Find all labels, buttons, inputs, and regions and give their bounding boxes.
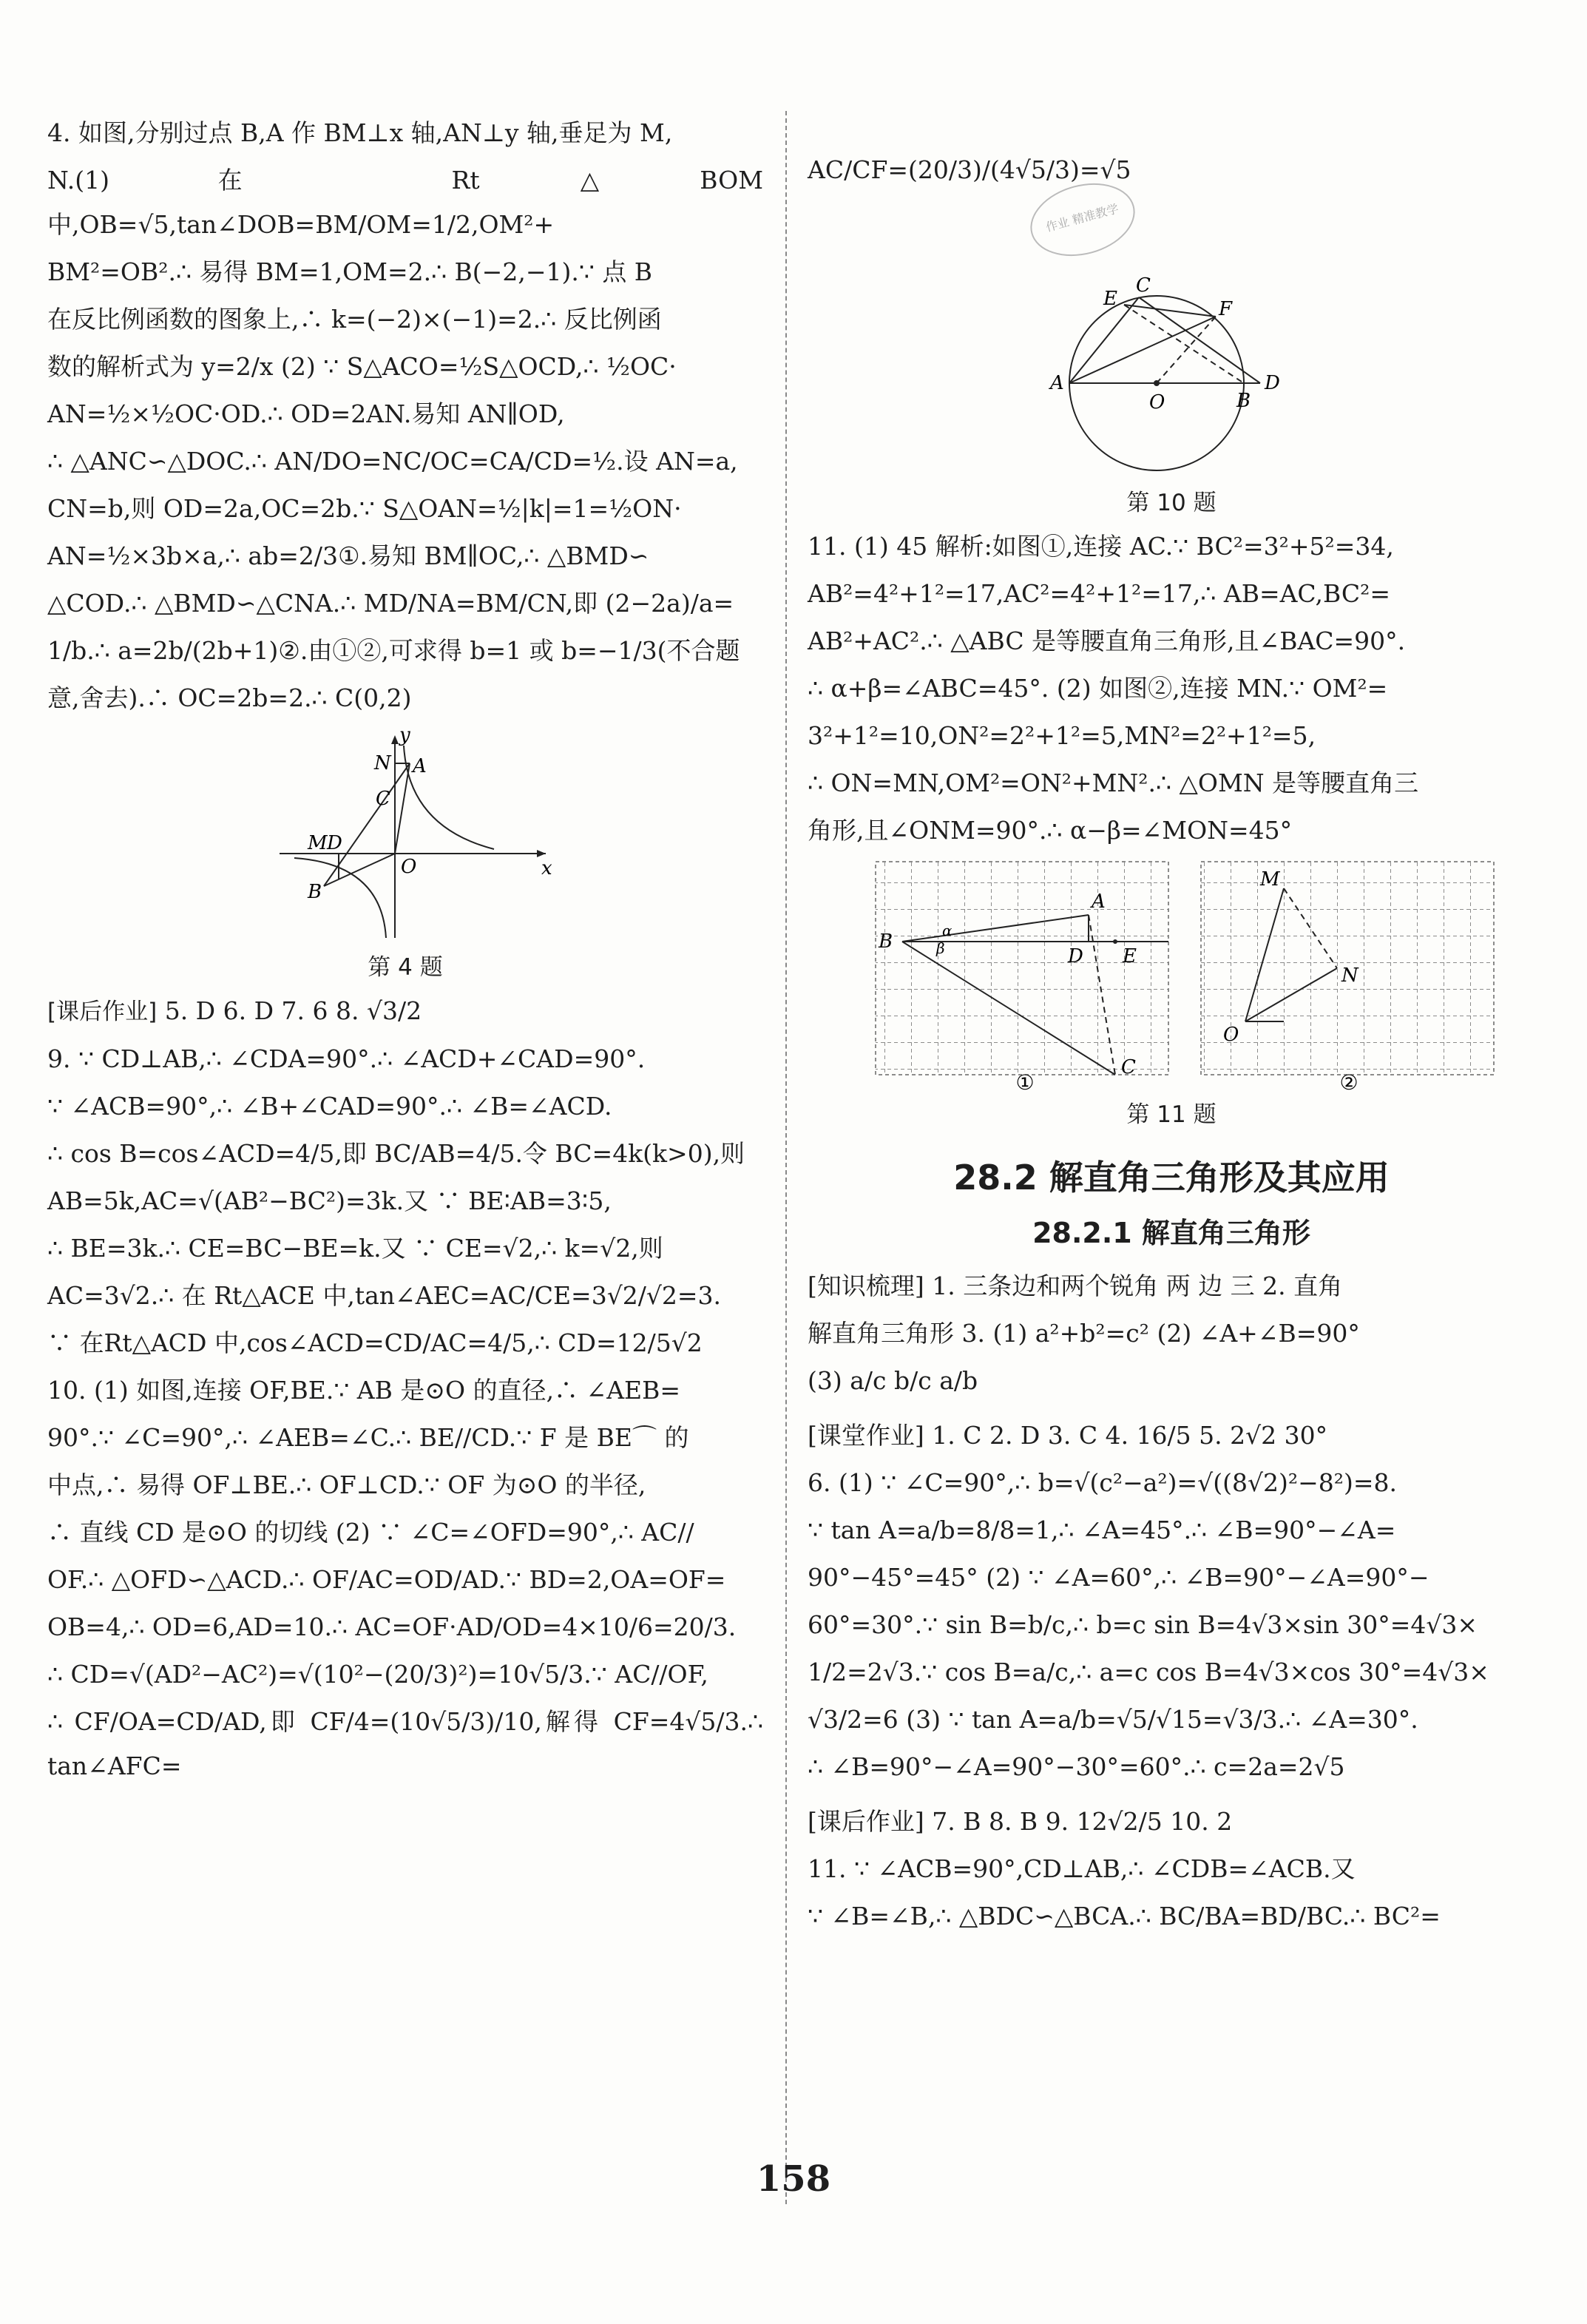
figure-10 [808, 259, 1535, 517]
label-N: N [1341, 965, 1358, 987]
subsection-title: 28.2.1 解直角三角形 [1032, 1217, 1310, 1249]
homework-answers: 5. D 6. D 7. 6 8. √3/2 [164, 996, 422, 1025]
text-line: 在反比例函数的图象上,∴ k=(−2)×(−1)=2.∴ 反比例函 [47, 305, 662, 334]
figure-10-caption: 第 10 题 [1126, 490, 1217, 516]
text-line: OB=4,∴ OD=6,AD=10.∴ AC=OF·AD/OD=4×10/6=20/3. [47, 1612, 737, 1641]
text-line: 60°=30°.∵ sin B=b/c,∴ b=c sin B=4√3×sin 30°=4√3× [808, 1610, 1478, 1639]
text-line: 11. ∵ ∠ACB=90°,CD⊥AB,∴ ∠CDB=∠ACB.又 [808, 1854, 1356, 1883]
solution-9 [47, 1037, 763, 1365]
grid-diagrams [831, 856, 1512, 1092]
grid-1 [876, 862, 1168, 1075]
sub-label-2: ② [1339, 1070, 1358, 1092]
text-line: 数的解析式为 y=2/x (2) ∵ S△ACO=½S△OCD,∴ ½OC· [47, 352, 677, 381]
text-line: ∵ 在Rt△ACD 中,cos∠ACD=CD/AC=4/5,∴ CD=12/5√2 [47, 1328, 703, 1357]
line-AB [324, 763, 410, 886]
text-line: ∴ CF/OA=CD/AD,即 CF/4=(10√5/3)/10,解得 CF=4√5/3.∴ tan∠AFC= [47, 1707, 763, 1780]
text-line: 9. ∵ CD⊥AB,∴ ∠CDA=90°.∴ ∠ACD+∠CAD=90°. [47, 1044, 646, 1073]
text-line: ∵ ∠B=∠B,∴ △BDC∽△BCA.∴ BC/BA=BD/BC.∴ BC²= [808, 1902, 1441, 1931]
text-line: ∴ ON=MN,OM²=ON²+MN².∴ △OMN 是等腰直角三 [808, 769, 1419, 797]
label-D: D [1068, 945, 1083, 967]
solution-6 [808, 1461, 1535, 1789]
text-line: AN=½×3b×a,∴ ab=2/3①.易知 BM∥OC,∴ △BMD∽ [47, 541, 649, 570]
figure-11 [808, 856, 1535, 1129]
label-F: F [1219, 298, 1233, 320]
text-line: AB=5k,AC=√(AB²−BC²)=3k.又 ∵ BE∶AB=3∶5, [47, 1186, 612, 1215]
text-line: 6. (1) ∵ ∠C=90°,∴ b=√(c²−a²)=√((8√2)²−8²)=8. [808, 1468, 1397, 1497]
solution-10-continued [808, 111, 1535, 259]
text-line: ∴ ∠B=90°−∠A=90°−30°=60°.∴ c=2a=2√5 [808, 1752, 1345, 1781]
figure-4-caption: 第 4 题 [368, 954, 443, 981]
label-O: O [1223, 1024, 1239, 1046]
text-line: BM²=OB².∴ 易得 BM=1,OM=2.∴ B(−2,−1).∵ 点 B [47, 257, 653, 286]
text-line: OF.∴ △OFD∽△ACD.∴ OF/AC=OD/AD.∵ BD=2,OA=OF= [47, 1565, 726, 1594]
text-line: AC/CF=(20/3)/(4√5/3)=√5 [808, 155, 1131, 184]
text-line: ∴ CD=√(AD²−AC²)=√(10²−(20/3)²)=10√5/3.∵ AC//OF, [47, 1660, 708, 1689]
text-line: AB²+AC².∴ △ABC 是等腰直角三角形,且∠BAC=90°. [808, 626, 1406, 655]
label-A: A [1050, 372, 1064, 394]
label-C: C [376, 788, 390, 810]
homework-tag: [课后作业] [47, 999, 158, 1025]
circle-diagram [1016, 259, 1327, 481]
text-line: 90°−45°=45° (2) ∵ ∠A=60°,∴ ∠B=90°−∠A=90°− [808, 1563, 1429, 1592]
text-line: [知识梳理] 1. 三条边和两个锐角 两 边 三 2. 直角 [808, 1271, 1343, 1300]
text-line: AC=3√2.∴ 在 Rt△ACE 中,tan∠AEC=AC/CE=3√2/√2=3. [47, 1281, 721, 1310]
label-B: B [879, 930, 893, 953]
classwork-line: [课堂作业] 1. C 2. D 3. C 4. 16/5 5. 2√2 30° [808, 1421, 1328, 1450]
figure-4 [47, 723, 763, 982]
label-x: x [541, 857, 552, 879]
section-title: 28.2 解直角三角形及其应用 [953, 1158, 1390, 1198]
text-line: 11. (1) 45 解析:如图①,连接 AC.∵ BC²=3²+5²=34, [808, 532, 1394, 561]
left-column [47, 111, 763, 1791]
label-D: D [327, 832, 342, 854]
label-alpha: α [942, 922, 952, 939]
text-line: 90°.∵ ∠C=90°,∴ ∠AEB=∠C.∴ BE//CD.∵ F 是 BE⌒ 的 [47, 1423, 689, 1452]
solution-11b [808, 1847, 1535, 1939]
label-E: E [1103, 288, 1117, 310]
label-D: D [1265, 372, 1280, 394]
text-line: N.(1) 在 Rt△BOM 中,OB=√5,tan∠DOB=BM/OM=1/2,OM²+ [47, 166, 763, 239]
label-C: C [1121, 1056, 1136, 1078]
text-line: ∴ cos B=cos∠ACD=4/5,即 BC/AB=4/5.令 BC=4k(k>0),则 [47, 1139, 745, 1168]
knowledge-section [808, 1264, 1535, 1403]
text-line: ∴ △ANC∽△DOC.∴ AN/DO=NC/OC=CA/CD=½.设 AN=a, [47, 447, 738, 476]
text-line: √3/2=6 (3) ∵ tan A=a/b=√5/√15=√3/3.∴ ∠A=30°. [808, 1705, 1418, 1734]
solution-4 [47, 111, 763, 720]
label-M: M [1260, 868, 1280, 891]
text-line: 4. 如图,分别过点 B,A 作 BM⊥x 轴,AN⊥y 轴,垂足为 M, [47, 118, 673, 147]
hyperbola-diagram [250, 723, 561, 945]
text-line: 1/b.∴ a=2b/(2b+1)②.由①②,可求得 b=1 或 b=−1/3(不合题 [47, 636, 740, 665]
solution-11 [808, 524, 1535, 853]
text-line: 3²+1²=10,ON²=2²+1²=5,MN²=2²+1²=5, [808, 721, 1316, 750]
text-line: ∵ ∠ACB=90°,∴ ∠B+∠CAD=90°.∴ ∠B=∠ACD. [47, 1092, 612, 1121]
sub-label-1: ① [1015, 1070, 1035, 1092]
text-line: 解直角三角形 3. (1) a²+b²=c² (2) ∠A+∠B=90° [808, 1319, 1360, 1348]
page-number: 158 [756, 2158, 831, 2200]
text-line: 10. (1) 如图,连接 OF,BE.∵ AB 是⊙O 的直径,∴ ∠AEB= [47, 1376, 681, 1405]
label-B: B [308, 881, 322, 903]
label-beta: β [936, 939, 945, 957]
label-N: N [374, 752, 391, 774]
label-A: A [1092, 891, 1106, 913]
column-divider [785, 111, 787, 2204]
text-line: AB²=4²+1²=17,AC²=4²+1²=17,∴ AB=AC,BC²= [808, 579, 1390, 608]
label-A: A [413, 755, 427, 777]
text-line: 角形,且∠ONM=90°.∴ α−β=∠MON=45° [808, 816, 1293, 845]
text-line: CN=b,则 OD=2a,OC=2b.∵ S△OAN=½|k|=1=½ON· [47, 494, 682, 523]
figure-11-caption: 第 11 题 [1126, 1101, 1217, 1128]
text-line: △COD.∴ △BMD∽△CNA.∴ MD/NA=BM/CN,即 (2−2a)/a= [47, 589, 734, 618]
text-line: ∴ 直线 CD 是⊙O 的切线 (2) ∵ ∠C=∠OFD=90°,∴ AC// [47, 1518, 694, 1547]
text-line: 1/2=2√3.∵ cos B=a/c,∴ a=c cos B=4√3×cos 30°=4√3× [808, 1658, 1489, 1686]
text-line: AN=½×½OC·OD.∴ OD=2AN.易知 AN∥OD, [47, 399, 565, 428]
label-y: y [399, 724, 410, 746]
line-CD [1139, 297, 1260, 383]
stamp-watermark: 作业 精准教学 [1022, 172, 1143, 267]
text-line: 意,舍去).∴ OC=2b=2.∴ C(0,2) [47, 683, 412, 712]
label-M: M [308, 832, 328, 854]
label-C: C [1136, 274, 1151, 297]
label-O: O [1149, 391, 1165, 413]
homework2-line: [课后作业] 7. B 8. B 9. 12√2/5 10. 2 [808, 1807, 1233, 1836]
text-line: ∴ α+β=∠ABC=45°. (2) 如图②,连接 MN.∵ OM²= [808, 674, 1388, 703]
homework-line [47, 989, 763, 1034]
label-O: O [401, 856, 417, 878]
text-line: (3) a/c b/c a/b [808, 1366, 978, 1395]
right-column [808, 111, 1535, 1942]
label-E: E [1123, 945, 1137, 967]
label-B: B [1236, 390, 1251, 412]
text-line: 中点,∴ 易得 OF⊥BE.∴ OF⊥CD.∵ OF 为⊙O 的半径, [47, 1470, 646, 1499]
solution-10 [47, 1368, 763, 1788]
text-line: ∴ BE=3k.∴ CE=BC−BE=k.又 ∵ CE=√2,∴ k=√2,则 [47, 1234, 663, 1263]
text-line: ∵ tan A=a/b=8/8=1,∴ ∠A=45°.∴ ∠B=90°−∠A= [808, 1516, 1396, 1544]
